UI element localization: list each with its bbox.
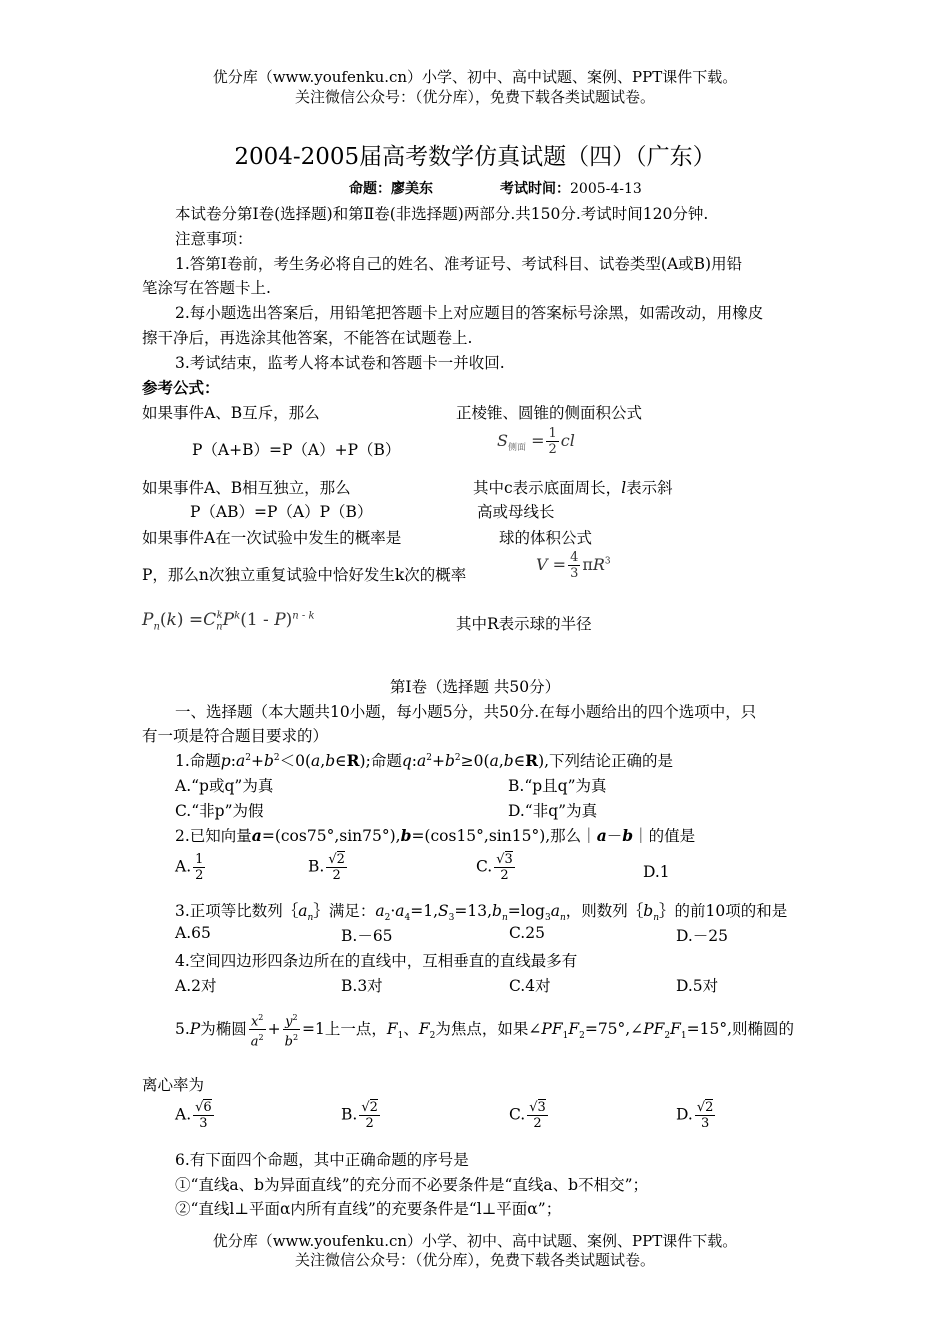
binomial-formula: $P_n(k) =C_n^kP^k(1 - P)^{n - k}$	[142, 610, 315, 633]
q1-option-b: B.“p且q”为真	[508, 777, 607, 795]
q5-option-b: B. $\frac{√2}{2}$	[341, 1100, 378, 1131]
formula-r1: 正棱锥、圆锥的侧面积公式	[456, 404, 643, 422]
q5-option-d: D. $\frac{√2}{3}$	[676, 1100, 714, 1131]
q6-option-2: ②“直线l⊥平面α内所有直线”的充要条件是“l⊥平面α”；	[175, 1200, 562, 1218]
q2-option-c: C. $\frac{√3}{2}$	[476, 852, 513, 883]
formula-l4: P（AB）=P（A）P（B）	[190, 503, 373, 521]
q6-stem: 6.有下面四个命题，其中正确命题的序号是	[175, 1151, 469, 1169]
q3-option-c: C.25	[509, 924, 545, 942]
formula-r5: 球的体积公式	[499, 529, 593, 547]
formula-l6: P，那么n次独立重复试验中恰好发生k次的概率	[142, 566, 467, 584]
q3-option-d: D.－25	[676, 927, 729, 945]
exam-time: 考试时间：2005-4-13	[500, 181, 642, 197]
q2-option-d: D.1	[643, 863, 670, 881]
q3-option-b: B.－65	[341, 927, 393, 945]
formula-r7: 其中R表示球的半径	[456, 615, 592, 633]
notice-2-cont: 擦干净后，再选涂其他答案，不能答在试题卷上.	[142, 329, 473, 347]
q5-cont: 离心率为	[142, 1076, 205, 1094]
q1-option-d: D.“非q”为真	[508, 802, 598, 820]
footer-line-1: 优分库（www.youfenku.cn）小学、初中、高中试题、案例、PPT课件下载。	[212, 1232, 738, 1250]
intro: 本试卷分第Ⅰ卷(选择题)和第Ⅱ卷(非选择题)两部分.共150分.考试时间120分钟.	[175, 205, 709, 223]
section-heading: 第Ⅰ卷（选择题 共50分）	[389, 678, 561, 696]
q3-option-a: A.65	[175, 924, 211, 942]
notice-3: 3.考试结束，监考人将本试卷和答题卡一并收回.	[175, 354, 505, 372]
q1-stem: 1.命题$p:a^2+b^2<0(a,b\in R)$;命题$q:a^2+b^2\ge 0(a,b\in R)$,下列结论正确的是	[175, 751, 674, 770]
q2-option-b: B. $\frac{√2}{2}$	[308, 852, 345, 883]
q6-option-1: ①“直线a、b为异面直线”的充分而不必要条件是“直线a、b不相交”；	[175, 1176, 649, 1194]
q1-option-c: C.“非p”为假	[175, 802, 264, 820]
formula-title: 参考公式：	[142, 378, 220, 397]
formula-r4: 高或母线长	[477, 503, 555, 521]
notice-1: 1.答第Ⅰ卷前，考生务必将自己的姓名、准考证号、考试科目、试卷类型(A或B)用铅	[175, 255, 743, 273]
sphere-volume-formula: V = $\frac{4}{3}$ $\pi R^3$	[536, 550, 611, 581]
formula-l3: 如果事件A、B相互独立，那么	[142, 479, 351, 497]
q4-option-d: D.5对	[676, 977, 719, 995]
q4-option-b: B.3对	[341, 977, 383, 995]
formula-l2: P（A+B）=P（A）+P（B）	[192, 441, 401, 459]
q4-option-a: A.2对	[175, 977, 217, 995]
part1-line2: 有一项是符合题目要求的）	[142, 727, 329, 745]
q5-stem: 5.P为椭圆 $\frac{x^2}{a^2}$ + $\frac{y^2}{b^2}$ =1上一点，$F_1$、$F_2$为焦点，如果$\angle PF_1F_2=75^\circ,\angle PF_2F_1=15^\circ$,则椭圆的	[175, 1010, 794, 1050]
q1-option-a: A.“p或q”为真	[175, 777, 274, 795]
footer-line-2: 关注微信公众号：（优分库），免费下载各类试题试卷。	[294, 1251, 655, 1269]
lateral-area-formula: $S_{侧面}$ = $\frac{1}{2}$ cl	[497, 426, 575, 457]
q2-stem: 2.已知向量a=(cos75°,sin75°),b=(cos15°,sin15°),那么｜a－b｜的值是	[175, 826, 696, 845]
q4-option-c: C.4对	[509, 977, 551, 995]
author: 命题：廖美东	[349, 181, 433, 197]
header-line-1: 优分库（www.youfenku.cn）小学、初中、高中试题、案例、PPT课件下载。	[212, 68, 738, 86]
q5-option-c: C. $\frac{√3}{2}$	[509, 1100, 546, 1131]
notice-2: 2.每小题选出答案后，用铅笔把答题卡上对应题目的答案标号涂黑，如需改动，用橡皮	[175, 304, 764, 322]
formula-r3: 其中c表示底面周长，l表示斜	[473, 479, 673, 497]
notice-1-cont: 笔涂写在答题卡上.	[142, 279, 271, 297]
page-title: 2004-2005届高考数学仿真试题（四）（广东）	[234, 144, 716, 170]
formula-l5: 如果事件A在一次试验中发生的概率是	[142, 529, 402, 547]
part1-line1: 一、选择题（本大题共10小题，每小题5分，共50分.在每小题给出的四个选项中，只	[175, 703, 757, 721]
q2-option-a: A. $\frac{1}{2}$	[175, 852, 204, 883]
q4-stem: 4.空间四边形四条边所在的直线中，互相垂直的直线最多有	[175, 952, 578, 970]
q5-option-a: A. $\frac{√6}{3}$	[175, 1100, 212, 1131]
q3-stem: 3.正项等比数列$\{a_n\}$满足：$a_2\cdot a_4=1,S_3=13,b_n=\log_3a_n$，则数列$\{b_n\}$的前10项的和是	[175, 902, 788, 924]
header-line-2: 关注微信公众号：（优分库），免费下载各类试题试卷。	[294, 88, 655, 106]
formula-l1: 如果事件A、B互斥，那么	[142, 404, 320, 422]
notice-title: 注意事项：	[175, 230, 253, 248]
